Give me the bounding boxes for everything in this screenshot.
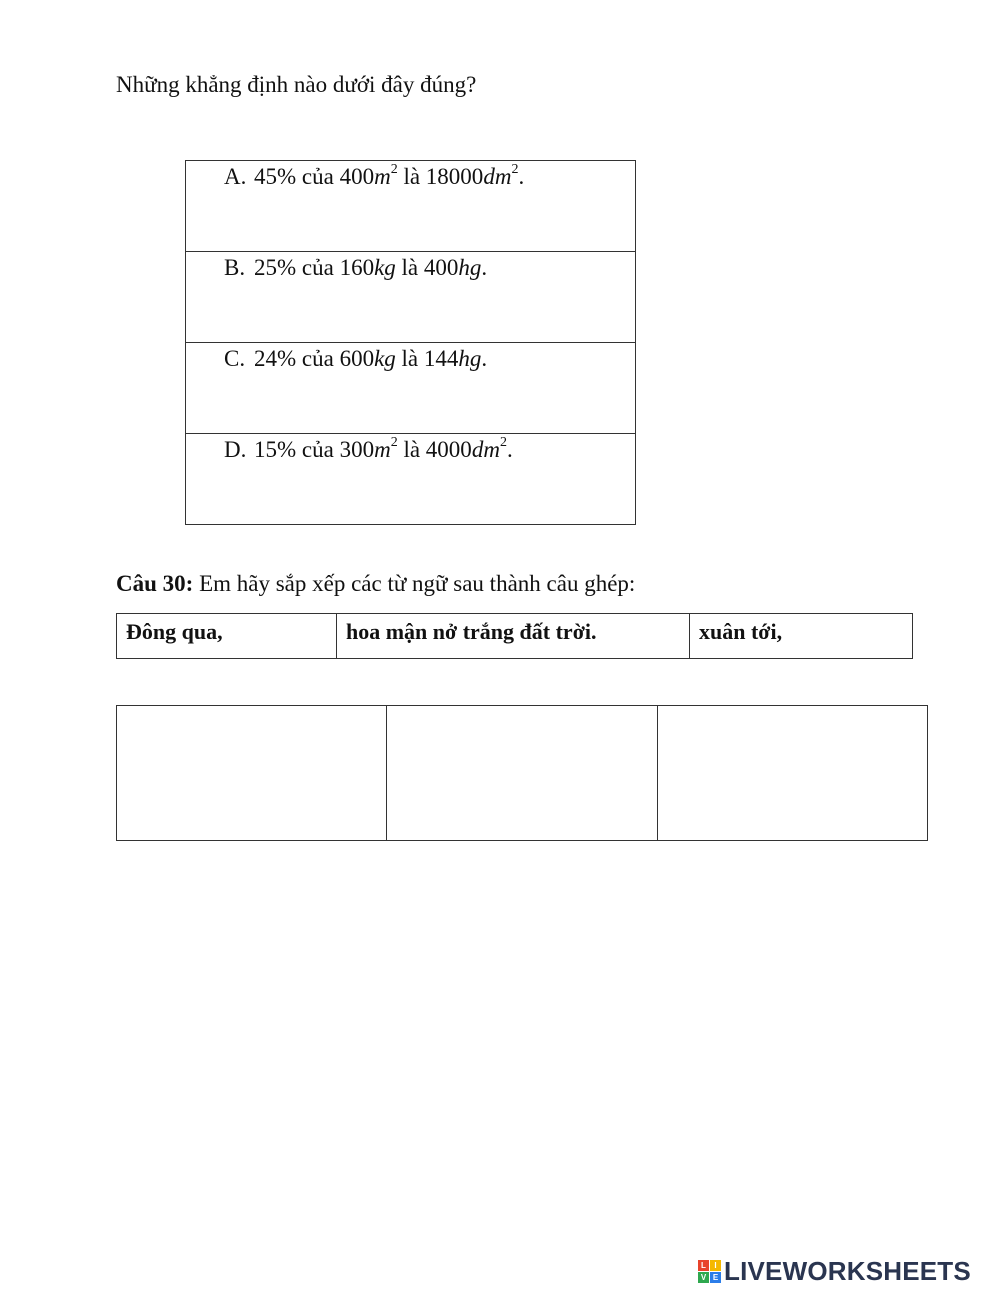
word-chip[interactable]: hoa mận nở trắng đất trời. bbox=[337, 614, 690, 659]
answer-drop-table bbox=[116, 705, 928, 841]
logo-mark-cell: I bbox=[710, 1260, 721, 1271]
option-d-box[interactable] bbox=[186, 434, 636, 525]
logo-mark-cell: V bbox=[698, 1272, 709, 1283]
option-d[interactable]: D. 15% của $300m^2$ là $4000dm^2$. bbox=[186, 434, 635, 465]
answer-slot-1[interactable] bbox=[117, 706, 387, 841]
option-letter: A. bbox=[224, 164, 247, 189]
logo-mark-cell: E bbox=[710, 1272, 721, 1283]
option-c[interactable]: C. 24% của 600kg là 144hg. bbox=[186, 343, 635, 374]
logo-mark-icon bbox=[698, 1260, 721, 1283]
option-letter: B. bbox=[224, 255, 246, 280]
cau30-instruction bbox=[116, 569, 635, 599]
word-chip[interactable]: xuân tới, bbox=[690, 614, 913, 659]
liveworksheets-logo bbox=[698, 1256, 971, 1286]
word-chip[interactable]: Đông qua, bbox=[117, 614, 337, 659]
option-a-box[interactable] bbox=[186, 161, 636, 252]
option-a[interactable]: A. 45% của $400m^2$ là $18000dm^2$. bbox=[186, 161, 635, 192]
logo-mark-cell: L bbox=[698, 1260, 709, 1271]
option-letter: C. bbox=[224, 346, 246, 371]
cau30-text: Em hãy sắp xếp các từ ngữ sau thành câu ghép: bbox=[193, 571, 636, 596]
word-bank-table bbox=[116, 613, 913, 659]
answer-slot-3[interactable] bbox=[657, 706, 927, 841]
cau30-label: Câu 30: bbox=[116, 571, 194, 596]
options-table bbox=[185, 160, 636, 525]
option-c-box[interactable] bbox=[186, 343, 636, 434]
option-b[interactable]: B. 25% của 160kg là 400hg. bbox=[186, 252, 635, 283]
option-b-box[interactable] bbox=[186, 252, 636, 343]
question-text: Những khẳng định nào dưới đây đúng? bbox=[116, 72, 477, 97]
logo-text: LIVEWORKSHEETS bbox=[724, 1255, 971, 1286]
answer-slot-2[interactable] bbox=[387, 706, 657, 841]
option-letter: D. bbox=[224, 437, 247, 462]
